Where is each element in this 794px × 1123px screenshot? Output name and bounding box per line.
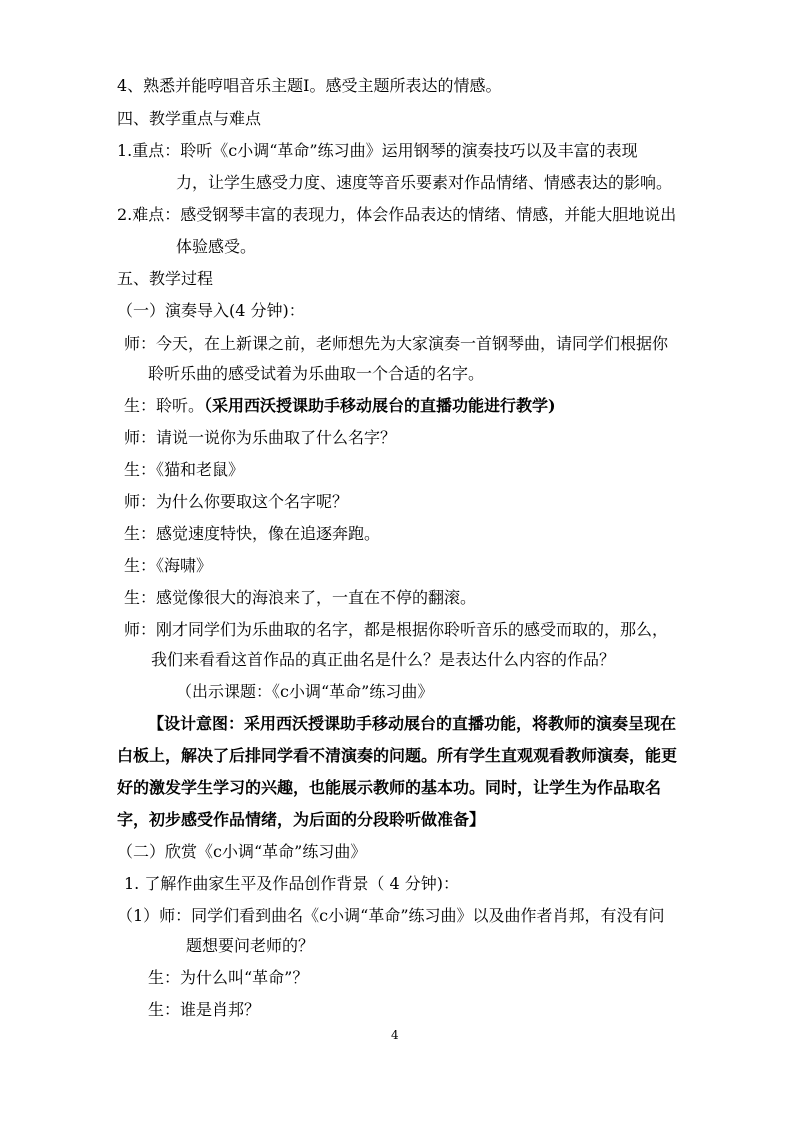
student-listen: 生：聆听。 xyxy=(124,396,205,415)
student-line: 生：谁是肖邦？ xyxy=(148,1000,261,1019)
student-line: 生：感觉速度特快，像在追逐奔跑。 xyxy=(124,524,381,543)
difficulty-continuation: 体验感受。 xyxy=(176,237,257,256)
key-point-label: 1.重点：聆听《c小调“革命”练习曲》运用钢琴的演奏技巧以及丰富的表现 xyxy=(117,141,638,160)
student-line: 生：感觉像很大的海浪来了，一直在不停的翻滚。 xyxy=(124,588,477,607)
method-note: （采用西沃授课助手移动展台的直播功能进行教学) xyxy=(204,396,556,415)
teacher-line-continuation: 聆听乐曲的感受试着为乐曲取一个合适的名字。 xyxy=(148,364,485,383)
section-appreciation-heading: （二）欣赏《c小调“革命”练习曲》 xyxy=(117,842,367,861)
teacher-line-continuation: 我们来看看这首作品的真正曲名是什么？是表达什么内容的作品？ xyxy=(151,650,616,669)
design-intent-paragraph: 白板上，解决了后排同学看不清演奏的问题。所有学生直观观看教师演奏，能更 xyxy=(117,746,678,765)
show-title-line: （出示课题：《c小调“革命”练习曲》 xyxy=(176,682,434,701)
teacher-line: 师：今天，在上新课之前，老师想先为大家演奏一首钢琴曲，请同学们根据你 xyxy=(124,334,669,353)
student-line: 生：为什么叫“革命”？ xyxy=(148,968,309,987)
subsection-background: 1. 了解作曲家生平及作品创作背景（ 4 分钟)： xyxy=(124,874,459,893)
teacher-question: （1）师：同学们看到曲名《c小调“革命”练习曲》以及曲作者肖邦，有没有问 xyxy=(117,906,665,925)
design-intent-paragraph: 好的激发学生学习的兴趣，也能展示教师的基本功。同时，让学生为作品取名 xyxy=(117,778,662,797)
difficulty-label: 2.难点：感受钢琴丰富的表现力，体会作品表达的情绪、情感，并能大胆地说出 xyxy=(117,205,677,224)
section-intro-heading: （一）演奏导入(4 分钟)： xyxy=(117,301,305,320)
key-point-continuation: 力，让学生感受力度、速度等音乐要素对作品情绪、情感表达的影响。 xyxy=(176,173,673,192)
design-intent-paragraph: 字，初步感受作品情绪，为后面的分段聆听做准备】 xyxy=(117,810,486,829)
teacher-question-continuation: 题想要问老师的？ xyxy=(186,936,315,955)
student-line: 生：《猫和老鼠》 xyxy=(124,460,245,479)
teacher-line: 师：为什么你要取这个名字呢？ xyxy=(124,492,349,511)
objective-4: 4、熟悉并能哼唱音乐主题Ⅰ。感受主题所表达的情感。 xyxy=(117,76,502,95)
heading-key-points: 四、教学重点与难点 xyxy=(117,109,262,128)
student-line xyxy=(124,395,556,417)
heading-process: 五、教学过程 xyxy=(117,269,214,288)
teacher-line: 师：刚才同学们为乐曲取的名字，都是根据你聆听音乐的感受而取的，那么， xyxy=(124,620,669,639)
design-intent-paragraph: 【设计意图：采用西沃授课助手移动展台的直播功能，将教师的演奏呈现在 xyxy=(148,714,677,733)
page-number: 4 xyxy=(391,1028,399,1042)
student-line: 生：《海啸》 xyxy=(124,556,213,575)
teacher-line: 师：请说一说你为乐曲取了什么名字？ xyxy=(124,428,397,447)
